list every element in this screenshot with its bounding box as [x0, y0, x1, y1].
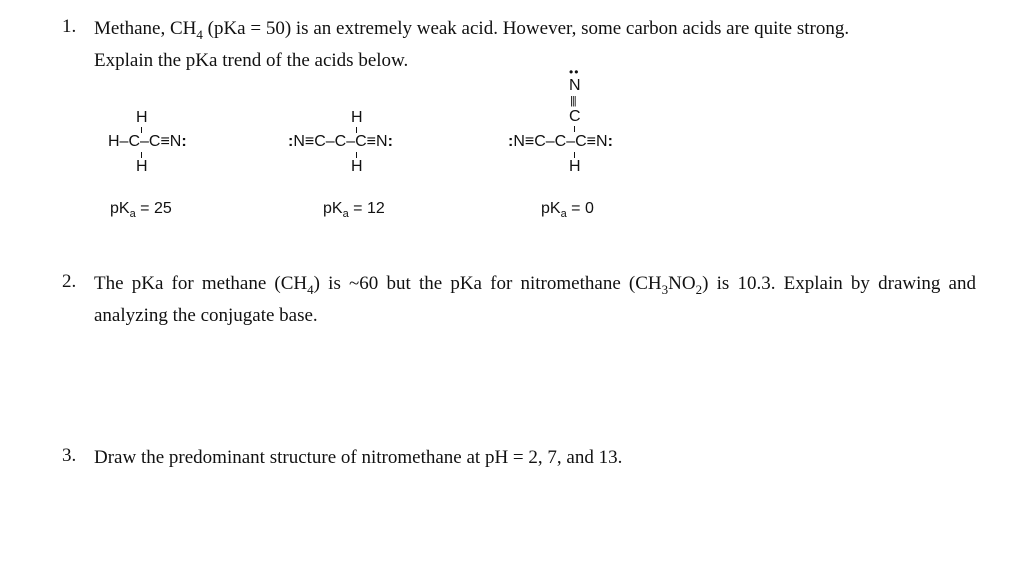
structure-main-chain: :N≡C–C–C≡N: — [288, 133, 393, 150]
question-1-line-2: Explain the pKa trend of the acids below. — [94, 49, 409, 71]
question-3-number: 3. — [62, 445, 77, 466]
carbon-top: C — [569, 108, 581, 125]
pka-label-1: $pK_a = 25$ — [110, 200, 172, 221]
question-2-text: The pKa for methane $(CH_4)$ is ~60 but the pKa for nitromethane $(CH_3NO_2)$ is 10.3. Explain by drawing and analyzing the conjugate base. — [94, 273, 976, 326]
structure-main-chain: H–C–C≡N: — [108, 133, 187, 150]
triple-bond-vertical: ||| — [570, 95, 576, 107]
question-3-text: Draw the predominant structure of nitromethane at pH = 2, 7, and 13. — [94, 447, 623, 468]
hydrogen-bottom: H — [351, 158, 363, 175]
structure-main-chain: :N≡C–C–C≡N: — [508, 133, 613, 150]
hydrogen-bottom: H — [569, 158, 581, 175]
molecule-malononitrile — [288, 110, 448, 180]
hydrogen-bottom: H — [136, 158, 148, 175]
lone-pair-top: •• — [569, 65, 580, 79]
hydrogen-top: H — [136, 109, 148, 126]
nitrogen-top: N — [569, 77, 581, 94]
pka-label-3: $pK_a = 0$ — [541, 200, 594, 221]
question-1-line-1: Methane, $CH_4$ (pKa = 50) is an extremely weak acid. However, some carbon acids are quite strong. — [94, 18, 850, 42]
molecule-acetonitrile — [108, 110, 228, 180]
hydrogen-top: H — [351, 109, 363, 126]
molecule-tricyanomethane — [508, 64, 668, 180]
bond-vertical-top — [574, 126, 575, 132]
pka-label-2: $pK_a = 12$ — [323, 200, 385, 221]
question-2-number: 2. — [62, 271, 77, 292]
question-1-number: 1. — [62, 16, 77, 37]
